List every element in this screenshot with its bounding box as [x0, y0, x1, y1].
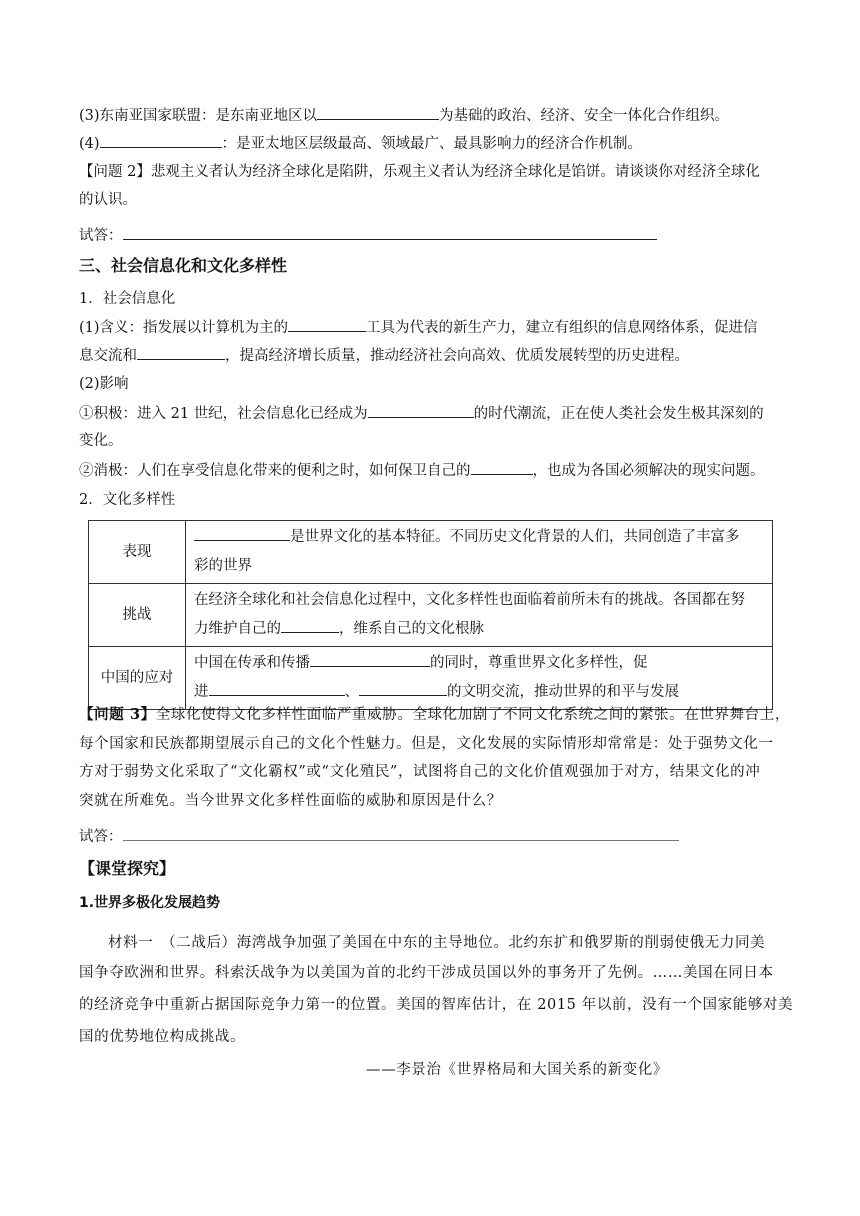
item4-line: (4) ：是亚太地区层级最高、领域最广、最具影响力的经济合作机制。 [79, 133, 642, 154]
item3-line: (3)东南亚国家联盟：是东南亚地区以 为基础的政治、经济、安全一体化合作组织。 [79, 105, 729, 126]
table-row [89, 521, 773, 584]
row-label: 中国的应对 [89, 647, 186, 710]
question3-line3: 方对于弱势文化采取了“文化霸权”或“文化殖民”，试图将自己的文化价值观强加于对方，结果文化的冲 [79, 764, 761, 780]
material-source: ——李景治《世界格局和大国关系的新变化》 [366, 1062, 668, 1078]
answer-line-q3: 试答： [79, 826, 679, 847]
answer-blank[interactable] [359, 681, 447, 696]
negative-impact: ②消极：人们在享受信息化带来的便利之时，如何保卫自己的 ，也成为各国必须解决的现实问题。 [79, 460, 765, 481]
row-content: 中国在传承和传播 的同时，尊重世界文化多样性，促 进 、 的文明交流，推动世界的和平与发展 [186, 647, 773, 710]
row-label: 表现 [89, 521, 186, 584]
answer-blank[interactable] [471, 460, 533, 475]
answer-blank[interactable] [368, 403, 474, 418]
material-line: 材料一 （二战后）海湾战争加强了美国在中东的主导地位。北约东扩和俄罗斯的削弱使俄无力同美 [108, 935, 766, 951]
definition-line2: 息交流和 ，提高经济增长质量，推动经济社会向高效、优质发展转型的历史进程。 [79, 345, 689, 366]
material-line: 国的优势地位构成挑战。 [79, 1029, 246, 1045]
definition-line1: (1)含义：指发展以计算机为主的 工具为代表的新生产力，建立有组织的信息网络体系，促进信 [79, 317, 758, 338]
answer-line-q2: 试答： [79, 225, 657, 246]
row-content: 在经济全球化和社会信息化过程中，文化多样性也面临着前所未有的挑战。各国都在努 力维护自己的 ，维系自己的文化根脉 [186, 584, 773, 647]
material-line: 的经济竞争中重新占据国际竞争力第一的位置。美国的智库估计，在 2015 年以前，没有一个国家能够对美 [79, 997, 794, 1013]
culture-diversity-table [88, 520, 773, 710]
answer-blank[interactable] [310, 652, 430, 667]
answer-blank[interactable] [281, 618, 339, 633]
answer-field[interactable] [123, 826, 679, 841]
question2: 【问题 2】悲观主义者认为经济全球化是陷阱，乐观主义者认为经济全球化是馅饼。请谈谈你对经济全球化 [79, 164, 760, 180]
question3: 【问题 3】全球化使得文化多样性面临严重威胁。全球化加剧了不同文化系统之间的紧张。在世界舞台上， [79, 706, 790, 723]
answer-field[interactable] [123, 225, 657, 240]
row-label: 挑战 [89, 584, 186, 647]
subheading-diversity: 2．文化多样性 [79, 492, 176, 508]
explore-heading: 【课堂探究】 [79, 859, 176, 878]
impact-heading: (2)影响 [79, 376, 129, 392]
answer-blank[interactable] [317, 105, 439, 120]
subheading-informatization: 1．社会信息化 [79, 291, 176, 307]
positive-impact: ①积极：进入 21 世纪，社会信息化已经成为 的时代潮流，正在使人类社会发生极其深刻的 [79, 403, 764, 424]
table-row [89, 647, 773, 710]
answer-blank[interactable] [209, 681, 345, 696]
explore-topic: 1.世界多极化发展趋势 [79, 895, 221, 911]
positive-impact-cont: 变化。 [79, 433, 123, 449]
question2-cont: 的认识。 [79, 192, 137, 208]
answer-blank[interactable] [137, 345, 225, 360]
material-line: 国争夺欧洲和世界。科索沃战争为以美国为首的北约干涉成员国以外的事务开了先例。……美国在同日本 [79, 965, 774, 981]
answer-blank[interactable] [194, 526, 290, 541]
answer-blank[interactable] [100, 133, 222, 148]
answer-blank[interactable] [288, 317, 366, 332]
table-row [89, 584, 773, 647]
question3-line2: 每个国家和民族都期望展示自己的文化个性魅力。但是，文化发展的实际情形却常常是：处于强势文化一 [79, 736, 774, 752]
section3-heading: 三、社会信息化和文化多样性 [79, 256, 288, 275]
question3-line4: 突就在所难免。当今世界文化多样性面临的威胁和原因是什么？ [79, 793, 502, 809]
row-content: 是世界文化的基本特征。不同历史文化背景的人们，共同创造了丰富多 彩的世界 [186, 521, 773, 584]
